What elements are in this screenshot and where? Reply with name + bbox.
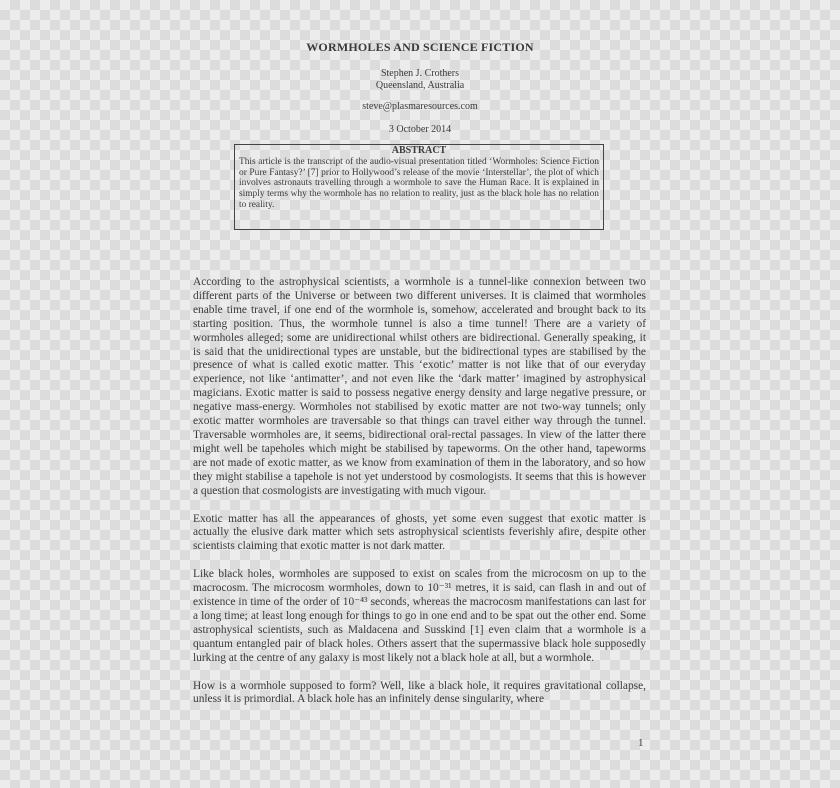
author-email: steve@plasmaresources.com (362, 101, 478, 112)
publication-date: 3 October 2014 (388, 124, 452, 135)
body-text (193, 276, 646, 721)
paragraph: Exotic matter has all the appearances of ghosts, yet some even suggest that exotic matter is actually the elusive dark matter which sets astrophysical scientists feverishly afire, despite other scientists claiming that exotic matter is not dark matter. (193, 512, 646, 553)
paragraph: According to the astrophysical scientists, a wormhole is a tunnel-like connexion between two different parts of the Universe or between two different universes. It is claimed that wormholes enable time travel, if one end of the wormhole is, somehow, accelerated and brought back to its starting position. Thus, the wormhole tunnel is also a time tunnel! There are a variety of wormholes alleged; some are unidirectional whilst others are bidirectional. Generally speaking, it is said that the unidirectional types are unstable, but the bidirectional types are stabilised by the presence of what is called exotic matter. This ‘exotic’ matter is not like that of our everyday experience, not like ‘antimatter’, and not even like the ‘dark matter’ imagined by astrophysical magicians. Exotic matter is said to possess negative energy density and large negative pressure, or negative mass-energy. Wormholes not stabilised by exotic matter are not two-way tunnels; only exotic matter wormholes are traversable so that things can travel either way through the tunnel. Traversable wormholes are, it seems, bidirectional oral-rectal passages. In view of the latter there might well be tapeholes which might be stabilised by tapeworms. On the other hand, tapeworms are not made of exotic matter, as we know from examination of them in the laboratory, and so how they might stabilise a tapehole is not yet understood by cosmologists. It seems that this is however a question that cosmologists are investigating with much vigour. (193, 276, 646, 497)
page-number: 1 (638, 737, 644, 749)
abstract-text: This article is the transcript of the audio-visual presentation titled ‘Wormholes: Science Fiction or Pure Fantasy?’ [7] prior to Hollywood’s release of the movie ‘Interstellar’, the plot of which involves astronauts travelling through a wormhole to save the Human Race. It is explained in simply terms why the wormhole has no relation to reality, just as the black hole has no relation to reality. (239, 156, 599, 210)
author-affiliation: Queensland, Australia (375, 80, 465, 91)
document-page (186, 0, 654, 788)
abstract-box (234, 144, 604, 230)
paragraph: Like black holes, wormholes are supposed to exist on scales from the microcosm on up to the macrocosm. The microcosm wormholes, down to 10⁻³¹ metres, it is said, can flash in and out of existence in time of the order of 10⁻⁴³ seconds, whereas the macrocosm manifestations can last for a long time; at least long enough for things to go in one end and to be spat out the other end. Some astrophysical scientists, such as Maldacena and Susskind [1] even claim that a wormhole is a quantum entangled pair of black holes. Others assert that the supermassive black hole supposedly lurking at the centre of any galaxy is most likely not a black hole at all, but a wormhole. (193, 568, 646, 664)
paragraph: How is a wormhole supposed to form? Well, like a black hole, it requires gravitational collapse, unless it is primordial. A black hole has an infinitely dense singularity, where (193, 679, 646, 706)
author-name: Stephen J. Crothers (380, 68, 460, 79)
abstract-heading: ABSTRACT (391, 145, 447, 156)
paper-title: WORMHOLES AND SCIENCE FICTION (306, 40, 534, 54)
